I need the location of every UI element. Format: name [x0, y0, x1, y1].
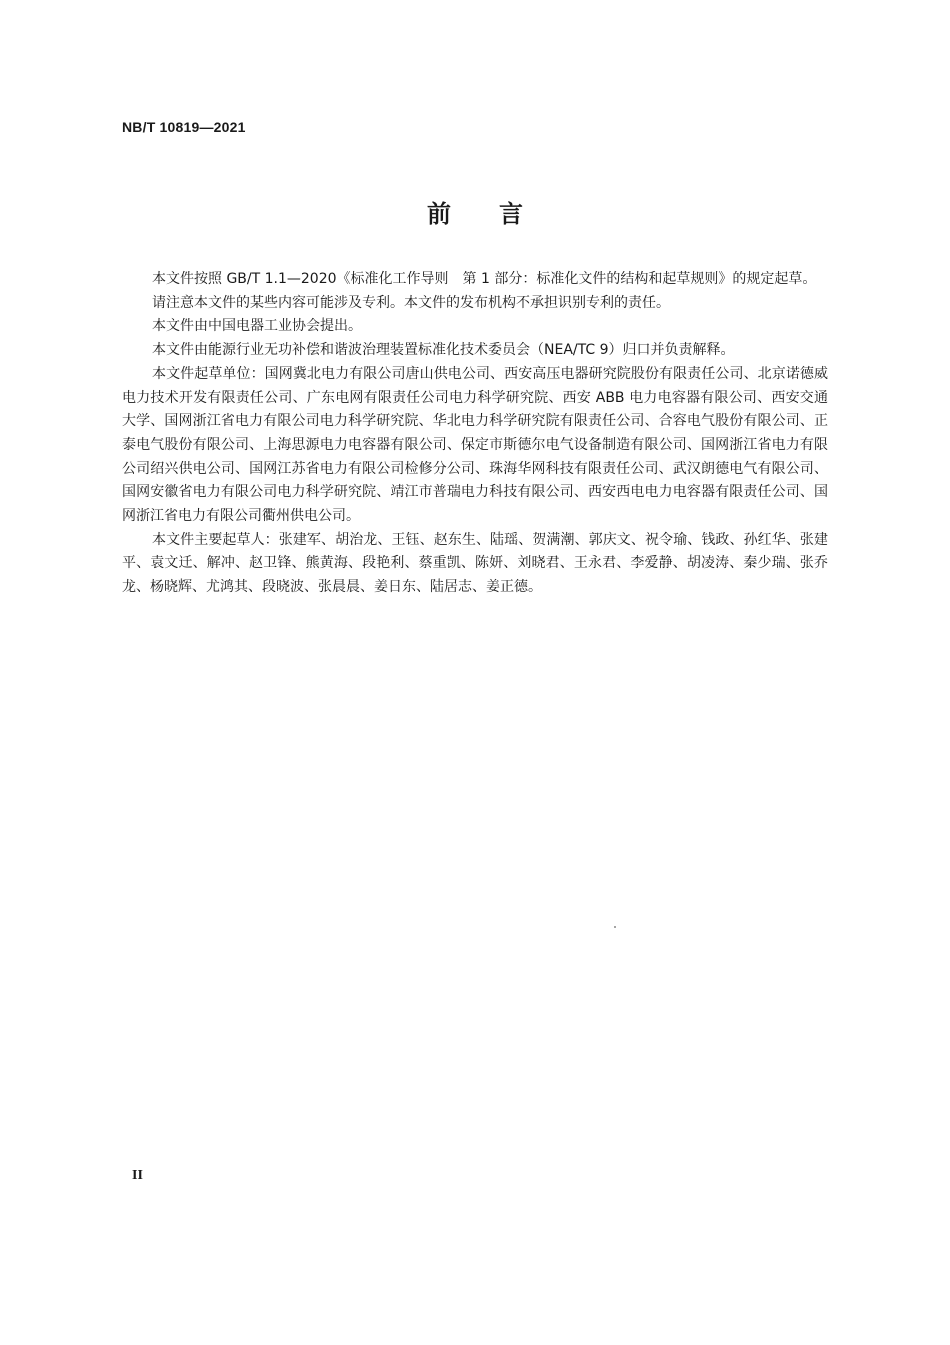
standard-number: NB/T 10819—2021: [122, 119, 246, 135]
title-char-2: 言: [499, 200, 523, 228]
title-char-1: 前: [427, 200, 451, 228]
scan-speck: [614, 926, 616, 928]
foreword-body: [122, 268, 828, 600]
paragraph-drafting-rules: 本文件按照 GB/T 1.1—2020《标准化工作导则 第 1 部分：标准化文件的结构和起草规则》的规定起草。: [152, 271, 817, 287]
paragraph-proposer: 本文件由中国电器工业协会提出。: [152, 318, 362, 335]
paragraph-patent-notice: 请注意本文件的某些内容可能涉及专利。本文件的发布机构不承担识别专利的责任。: [152, 294, 670, 311]
paragraph-drafters: 本文件主要起草人：张建军、胡治龙、王钰、赵东生、陆瑶、贺满潮、郭庆文、祝令瑜、钱政、孙红华、张建平、袁文迁、解冲、赵卫锋、熊黄海、段艳利、蔡重凯、陈妍、刘晓君、王永君、李爱静、胡凌涛、秦少瑞、张乔龙、杨晓辉、尤鸿其、段晓波、张晨晨、姜日东、陆居志、姜正德。: [122, 531, 828, 596]
paragraph-drafting-units: 本文件起草单位：国网冀北电力有限公司唐山供电公司、西安高压电器研究院股份有限责任公司、北京诺德威电力技术开发有限责任公司、广东电网有限责任公司电力科学研究院、西安 ABB 电力电容器有限公司、西安交通大学、国网浙江省电力有限公司电力科学研究院、华北电力科学研究院有限责任公司、合容电气股份有限公司、正泰电气股份有限公司、上海思源电力电容器有限公司、保定市斯德尔电气设备制造有限公司、国网浙江省电力有限公司绍兴供电公司、国网江苏省电力有限公司检修分公司、珠海华网科技有限责任公司、武汉朗德电气有限公司、国网安徽省电力有限公司电力科学研究院、靖江市普瑞电力科技有限公司、西安西电电力电容器有限责任公司、国网浙江省电力有限公司衢州供电公司。: [122, 365, 828, 525]
page-title: [0, 194, 950, 229]
page-number: II: [132, 1168, 143, 1183]
paragraph-committee: 本文件由能源行业无功补偿和谐波治理装置标准化技术委员会（NEA/TC 9）归口并负责解释。: [152, 342, 735, 359]
